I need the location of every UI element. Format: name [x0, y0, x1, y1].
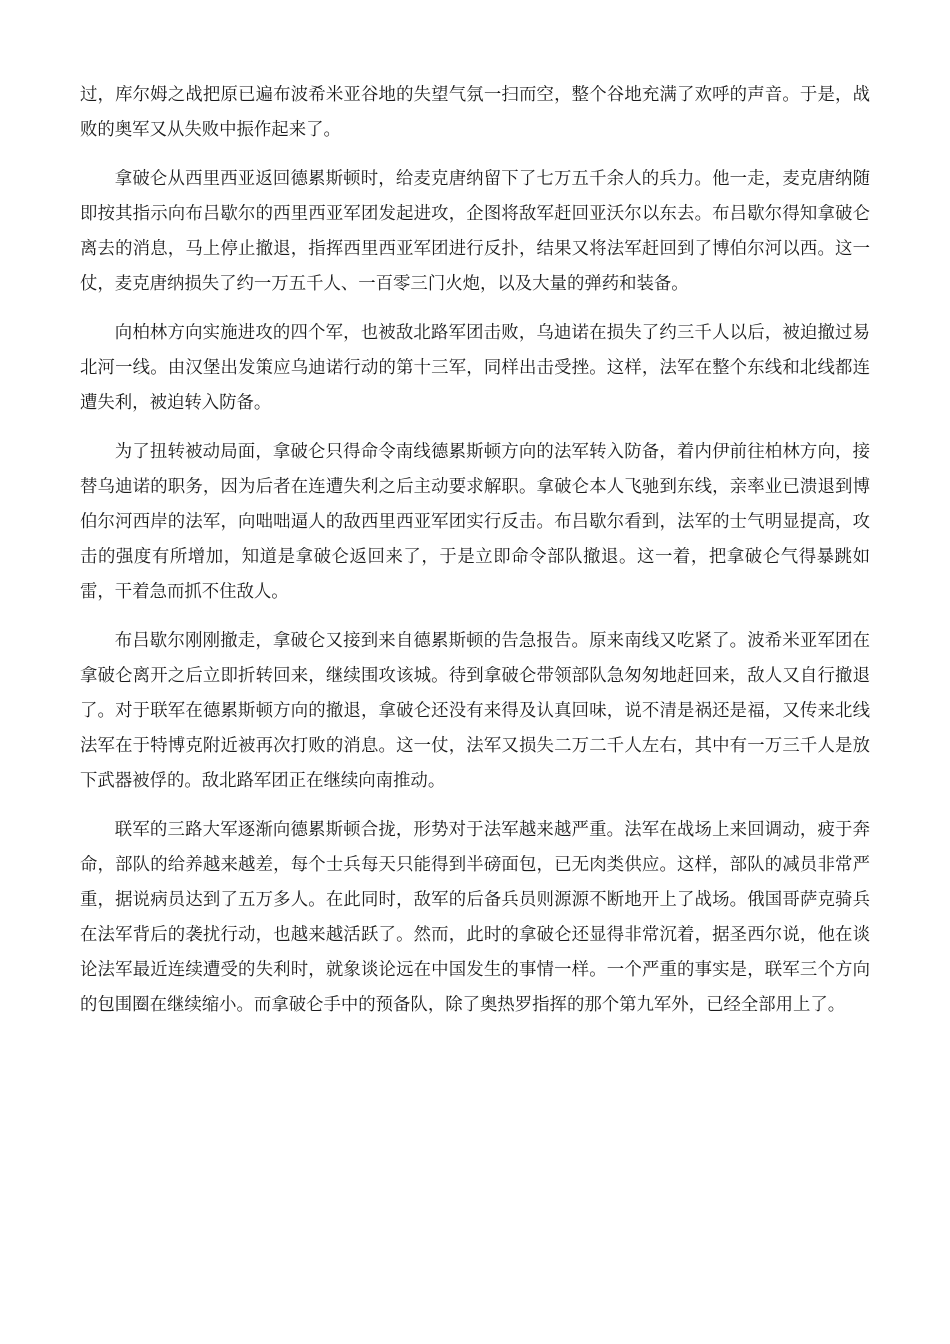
paragraph-3: 向柏林方向实施进攻的四个军，也被敌北路军团击败，乌迪诺在损失了约三千人以后，被迫撤过易北河一线。由汉堡出发策应乌迪诺行动的第十三军，同样出击受挫。这样，法军在整个东线和北线都连遭失利，被迫转入防备。 [80, 323, 870, 413]
paragraph-4: 为了扭转被动局面，拿破仑只得命令南线德累斯顿方向的法军转入防备，着内伊前往柏林方向，接替乌迪诺的职务，因为后者在连遭失利之后主动要求解职。拿破仑本人飞驰到东线，亲率业已溃退到博伯尔河西岸的法军，向咄咄逼人的敌西里西亚军团实行反击。布吕歇尔看到，法军的士气明显提高，攻击的强度有所增加，知道是拿破仑返回来了，于是立即命令部队撤退。这一着，把拿破仑气得暴跳如雷，干着急而抓不住敌人。 [80, 442, 870, 602]
body-text [80, 78, 870, 1037]
paragraph-2: 拿破仑从西里西亚返回德累斯顿时，给麦克唐纳留下了七万五千余人的兵力。他一走，麦克唐纳随即按其指示向布吕歇尔的西里西亚军团发起进攻，企图将敌军赶回亚沃尔以东去。布吕歇尔得知拿破仑离去的消息，马上停止撤退，指挥西里西亚军团进行反扑，结果又将法军赶回到了博伯尔河以西。这一仗，麦克唐纳损失了约一万五千人、一百零三门火炮，以及大量的弹药和装备。 [80, 169, 870, 294]
paragraph-1: 过，库尔姆之战把原已遍布波希米亚谷地的失望气氛一扫而空，整个谷地充满了欢呼的声音。于是，战败的奥军又从失败中振作起来了。 [80, 85, 870, 140]
paragraph-6: 联军的三路大军逐渐向德累斯顿合拢，形势对于法军越来越严重。法军在战场上来回调动，疲于奔命，部队的给养越来越差，每个士兵每天只能得到半磅面包，已无肉类供应。这样，部队的减员非常严重，据说病员达到了五万多人。在此同时，敌军的后备兵员则源源不断地开上了战场。俄国哥萨克骑兵在法军背后的袭扰行动，也越来越活跃了。然而，此时的拿破仑还显得非常沉着，据圣西尔说，他在谈论法军最近连续遭受的失利时，就象谈论远在中国发生的事情一样。一个严重的事实是，联军三个方向的包围圈在继续缩小。而拿破仑手中的预备队，除了奥热罗指挥的那个第九军外，已经全部用上了。 [80, 820, 870, 1015]
paragraph-5: 布吕歇尔刚刚撤走，拿破仑又接到来自德累斯顿的告急报告。原来南线又吃紧了。波希米亚军团在拿破仑离开之后立即折转回来，继续围攻该城。待到拿破仑带领部队急匆匆地赶回来，敌人又自行撤退了。对于联军在德累斯顿方向的撤退，拿破仑还没有来得及认真回味，说不清是祸还是福，又传来北线法军在于特博克附近被再次打败的消息。这一仗，法军又损失二万二千人左右，其中有一万三千人是放下武器被俘的。敌北路军团正在继续向南推动。 [80, 631, 870, 791]
